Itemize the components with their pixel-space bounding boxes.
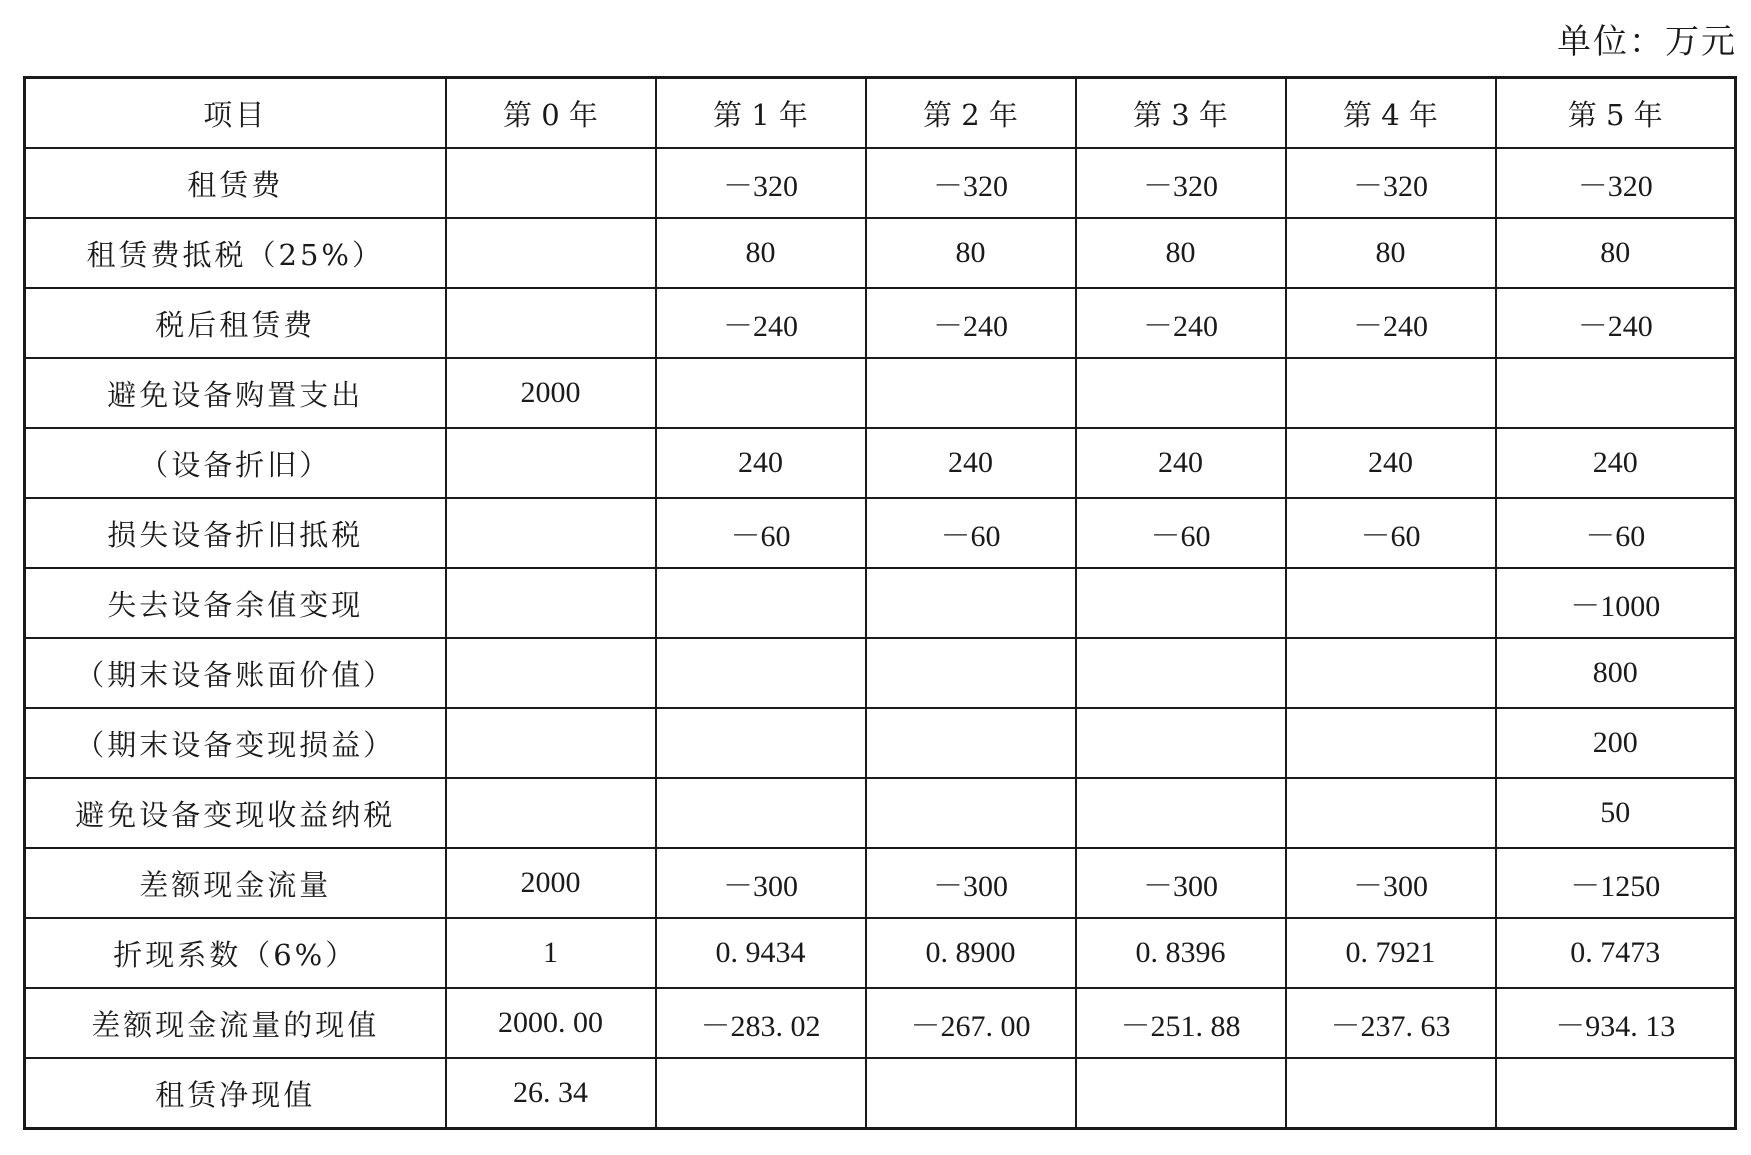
cell-year-1: －240 [656, 288, 866, 358]
cell-year-5: －1000 [1496, 568, 1736, 638]
row-label: 租赁费 [25, 148, 446, 218]
cell-year-0 [446, 428, 656, 498]
table-row [25, 918, 1736, 988]
cell-year-4: 80 [1286, 218, 1496, 288]
row-label: 失去设备余值变现 [25, 568, 446, 638]
header-year-4: 第 4 年 [1286, 78, 1496, 149]
cell-year-4 [1286, 568, 1496, 638]
row-label: 租赁费抵税（25%） [25, 218, 446, 288]
cell-year-4 [1286, 778, 1496, 848]
cell-year-0 [446, 288, 656, 358]
cell-year-0 [446, 568, 656, 638]
table-row [25, 848, 1736, 918]
cell-year-0: 2000 [446, 358, 656, 428]
table-row [25, 568, 1736, 638]
cell-year-1: 0. 9434 [656, 918, 866, 988]
cell-year-1: 80 [656, 218, 866, 288]
cell-year-1 [656, 358, 866, 428]
table-row [25, 288, 1736, 358]
cell-year-0: 2000 [446, 848, 656, 918]
cell-year-3: －60 [1076, 498, 1286, 568]
cell-year-2 [866, 358, 1076, 428]
cell-year-1 [656, 568, 866, 638]
lease-analysis-table [23, 76, 1737, 1130]
header-year-1: 第 1 年 [656, 78, 866, 149]
row-label: 税后租赁费 [25, 288, 446, 358]
cell-year-4: 0. 7921 [1286, 918, 1496, 988]
table-row [25, 498, 1736, 568]
cell-year-3 [1076, 358, 1286, 428]
table-body [25, 148, 1736, 1129]
cell-year-0: 2000. 00 [446, 988, 656, 1058]
table-row [25, 428, 1736, 498]
row-label: 避免设备变现收益纳税 [25, 778, 446, 848]
cell-year-5: －1250 [1496, 848, 1736, 918]
cell-year-5 [1496, 1058, 1736, 1129]
row-label: 租赁净现值 [25, 1058, 446, 1129]
cell-year-0 [446, 778, 656, 848]
cell-year-4 [1286, 1058, 1496, 1129]
cell-year-5: －60 [1496, 498, 1736, 568]
cell-year-5 [1496, 358, 1736, 428]
cell-year-4: －320 [1286, 148, 1496, 218]
cell-year-0 [446, 148, 656, 218]
cell-year-3 [1076, 708, 1286, 778]
cell-year-1 [656, 778, 866, 848]
cell-year-5: －240 [1496, 288, 1736, 358]
cell-year-3 [1076, 778, 1286, 848]
cell-year-4: －60 [1286, 498, 1496, 568]
cell-year-0 [446, 708, 656, 778]
cell-year-3: －240 [1076, 288, 1286, 358]
cell-year-2: 240 [866, 428, 1076, 498]
cell-year-2: －267. 00 [866, 988, 1076, 1058]
cell-year-5: 80 [1496, 218, 1736, 288]
cell-year-3: 0. 8396 [1076, 918, 1286, 988]
header-item: 项目 [25, 78, 446, 149]
cell-year-1 [656, 638, 866, 708]
cell-year-5: 800 [1496, 638, 1736, 708]
cell-year-3: 240 [1076, 428, 1286, 498]
cell-year-2: －300 [866, 848, 1076, 918]
table-row [25, 1058, 1736, 1129]
cell-year-2: －320 [866, 148, 1076, 218]
cell-year-3: －320 [1076, 148, 1286, 218]
cell-year-1: －60 [656, 498, 866, 568]
cell-year-4: －300 [1286, 848, 1496, 918]
row-label: （期末设备变现损益） [25, 708, 446, 778]
cell-year-1 [656, 708, 866, 778]
cell-year-5: 50 [1496, 778, 1736, 848]
cell-year-4 [1286, 358, 1496, 428]
row-label: 避免设备购置支出 [25, 358, 446, 428]
cell-year-0: 26. 34 [446, 1058, 656, 1129]
cell-year-2 [866, 708, 1076, 778]
cell-year-4: 240 [1286, 428, 1496, 498]
cell-year-0 [446, 498, 656, 568]
cell-year-2 [866, 778, 1076, 848]
cell-year-4: －237. 63 [1286, 988, 1496, 1058]
unit-label: 单位：万元 [1557, 22, 1737, 62]
cell-year-3 [1076, 1058, 1286, 1129]
cell-year-1: －283. 02 [656, 988, 866, 1058]
header-year-2: 第 2 年 [866, 78, 1076, 149]
cell-year-2 [866, 1058, 1076, 1129]
cell-year-2 [866, 568, 1076, 638]
table-row [25, 988, 1736, 1058]
row-label: 损失设备折旧抵税 [25, 498, 446, 568]
cell-year-4 [1286, 638, 1496, 708]
cell-year-3 [1076, 568, 1286, 638]
table-row [25, 218, 1736, 288]
cell-year-5: －934. 13 [1496, 988, 1736, 1058]
cell-year-5: 0. 7473 [1496, 918, 1736, 988]
cell-year-3: －251. 88 [1076, 988, 1286, 1058]
cell-year-0: 1 [446, 918, 656, 988]
row-label: 差额现金流量的现值 [25, 988, 446, 1058]
table-row [25, 778, 1736, 848]
cell-year-1 [656, 1058, 866, 1129]
table-header-row [25, 78, 1736, 149]
row-label: （设备折旧） [25, 428, 446, 498]
cell-year-0 [446, 218, 656, 288]
cell-year-4: －240 [1286, 288, 1496, 358]
cell-year-5: 240 [1496, 428, 1736, 498]
cell-year-4 [1286, 708, 1496, 778]
header-year-3: 第 3 年 [1076, 78, 1286, 149]
cell-year-1: 240 [656, 428, 866, 498]
cell-year-5: 200 [1496, 708, 1736, 778]
row-label: 折现系数（6%） [25, 918, 446, 988]
table-row [25, 638, 1736, 708]
header-year-0: 第 0 年 [446, 78, 656, 149]
header-year-5: 第 5 年 [1496, 78, 1736, 149]
row-label: （期末设备账面价值） [25, 638, 446, 708]
table-row [25, 358, 1736, 428]
cell-year-2: 80 [866, 218, 1076, 288]
cell-year-1: －300 [656, 848, 866, 918]
cell-year-2: －240 [866, 288, 1076, 358]
cell-year-5: －320 [1496, 148, 1736, 218]
cell-year-2: 0. 8900 [866, 918, 1076, 988]
cell-year-0 [446, 638, 656, 708]
table-row [25, 148, 1736, 218]
cell-year-3 [1076, 638, 1286, 708]
cell-year-3: －300 [1076, 848, 1286, 918]
table-row [25, 708, 1736, 778]
cell-year-2 [866, 638, 1076, 708]
cell-year-2: －60 [866, 498, 1076, 568]
cell-year-3: 80 [1076, 218, 1286, 288]
row-label: 差额现金流量 [25, 848, 446, 918]
cell-year-1: －320 [656, 148, 866, 218]
